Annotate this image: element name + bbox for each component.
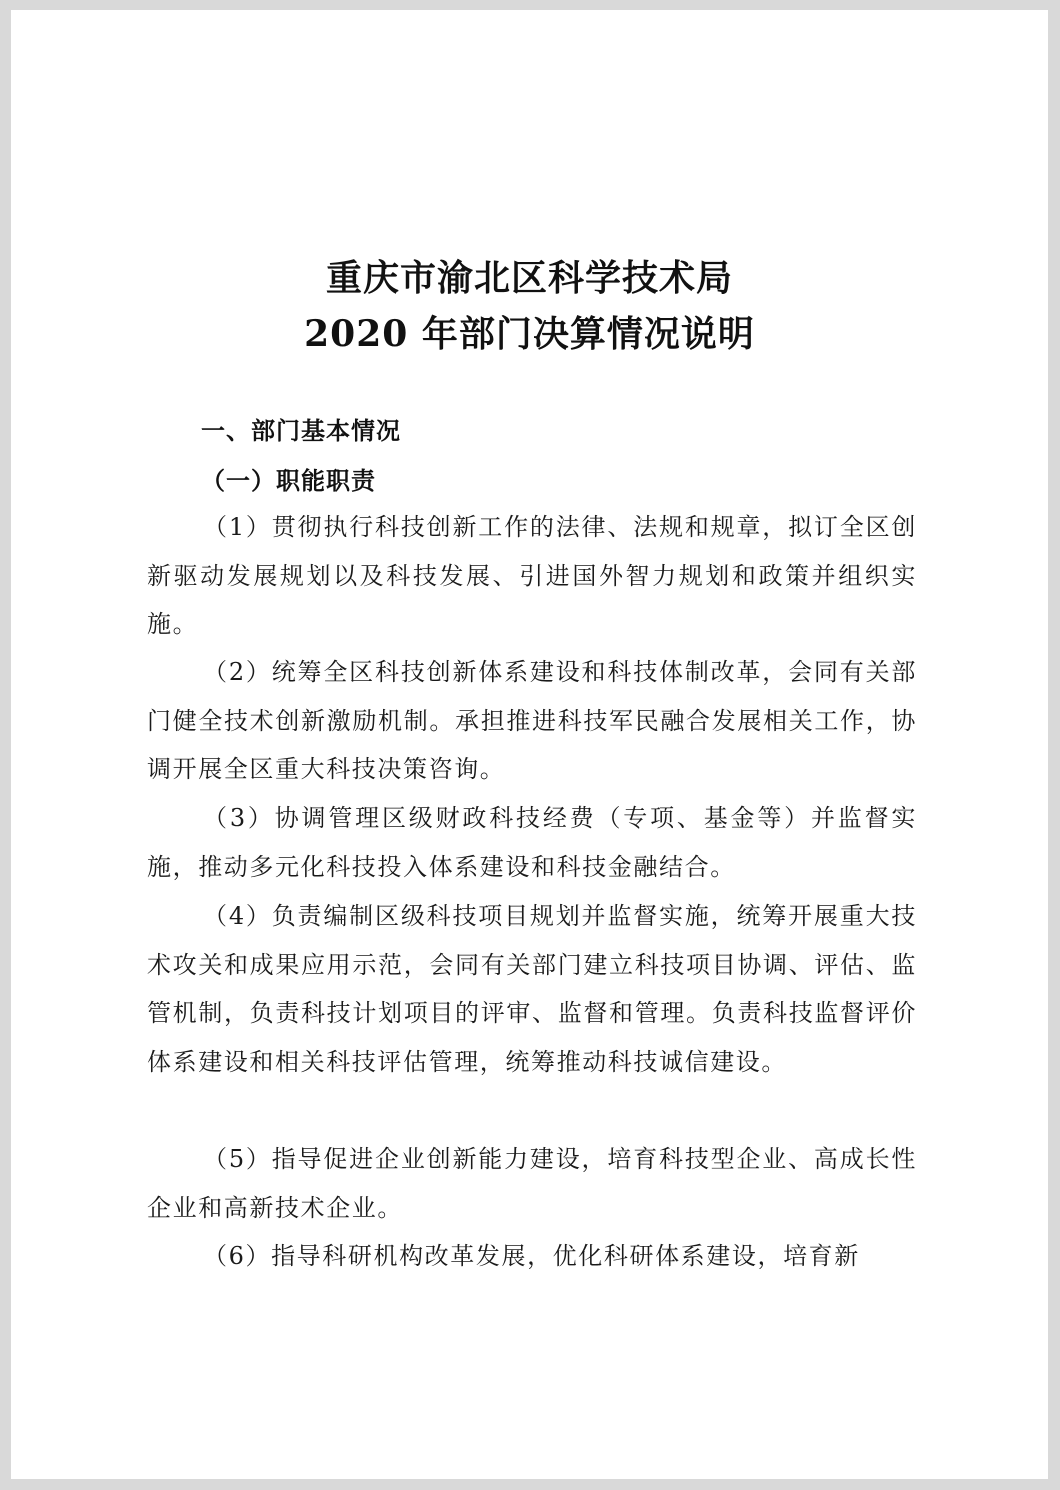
paragraph-2: （2）统筹全区科技创新体系建设和科技体制改革，会同有关部门健全技术创新激励机制。承担推进科技军民融合发展相关工作，协调开展全区重大科技决策咨询。 (147, 658, 917, 783)
paragraph-3: （3）协调管理区级财政科技经费（专项、基金等）并监督实施，推动多元化科技投入体系建设和科技金融结合。 (147, 804, 917, 881)
document-title-line-2: 2020 年部门决算情况说明 (304, 313, 755, 355)
document-title-line-1: 重庆市渝北区科学技术局 (325, 257, 733, 299)
section-heading: 一、部门基本情况 (201, 417, 401, 445)
paragraph-1: （1）贯彻执行科技创新工作的法律、法规和规章，拟订全区创新驱动发展规划以及科技发展、引进国外智力规划和政策并组织实施。 (147, 513, 917, 638)
paragraph-6: （6）指导科研机构改革发展，优化科研体系建设，培育新 (203, 1242, 860, 1270)
document-page (11, 10, 1048, 1479)
subsection-heading: （一）职能职责 (201, 467, 376, 495)
paragraph-4: （4）负责编制区级科技项目规划并监督实施，统筹开展重大技术攻关和成果应用示范，会同有关部门建立科技项目协调、评估、监管机制，负责科技计划项目的评审、监督和管理。负责科技监督评价体系建设和相关科技评估管理，统筹推动科技诚信建设。 (147, 902, 917, 1076)
paragraph-5: （5）指导促进企业创新能力建设，培育科技型企业、高成长性企业和高新技术企业。 (147, 1145, 917, 1222)
